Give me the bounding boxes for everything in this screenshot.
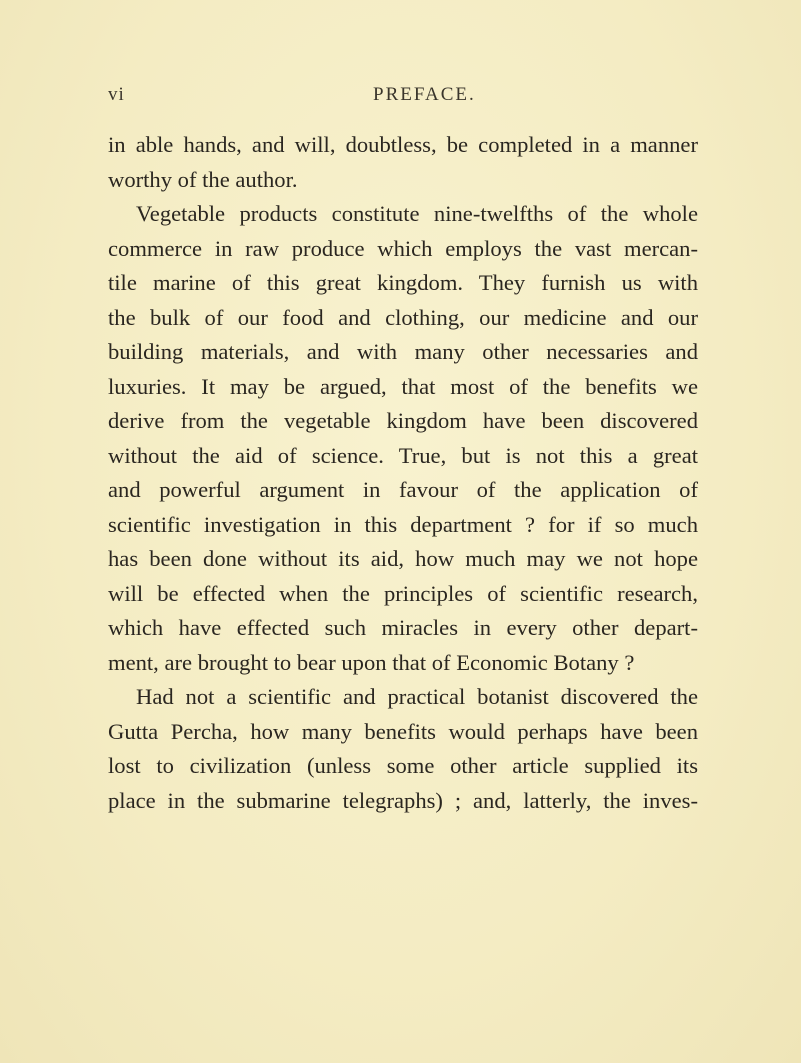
text-line: and powerful argument in favour of the application of — [108, 477, 698, 502]
text-line: ment, are brought to bear upon that of Economic Botany ? — [108, 649, 635, 675]
page-number: vi — [108, 84, 125, 105]
body-text — [108, 128, 698, 818]
text-line: place in the submarine telegraphs) ; and, latterly, the inves- — [108, 787, 698, 813]
text-line: the bulk of our food and clothing, our medicine and our — [108, 304, 698, 330]
text-line: tile marine of this great kingdom. They furnish us with — [108, 270, 698, 295]
text-line: scientific investigation in this department ? for if so much — [108, 511, 698, 537]
text-line: which have effected such miracles in every other depart- — [108, 615, 698, 640]
page-header — [108, 84, 688, 114]
text-line: Had not a scientific and practical botanist discovered the — [136, 684, 698, 709]
text-line: without the aid of science. True, but is not this a great — [108, 442, 698, 468]
text-line: worthy of the author. — [108, 166, 298, 192]
text-line: will be effected when the principles of scientific research, — [108, 580, 698, 606]
text-line: derive from the vegetable kingdom have been discovered — [108, 408, 698, 433]
running-head: PREFACE. — [373, 84, 476, 105]
text-line: commerce in raw produce which employs the vast mercan- — [108, 235, 698, 261]
text-line: luxuries. It may be argued, that most of the benefits we — [108, 373, 698, 399]
text-line: building materials, and with many other necessaries and — [108, 339, 698, 364]
text-line: lost to civilization (unless some other article supplied its — [108, 753, 698, 778]
text-line: in able hands, and will, doubtless, be completed in a manner — [108, 132, 698, 157]
text-line: Vegetable products constitute nine-twelfths of the whole — [136, 201, 698, 226]
text-line: has been done without its aid, how much may we not hope — [108, 546, 698, 571]
text-line: Gutta Percha, how many benefits would perhaps have been — [108, 718, 698, 744]
